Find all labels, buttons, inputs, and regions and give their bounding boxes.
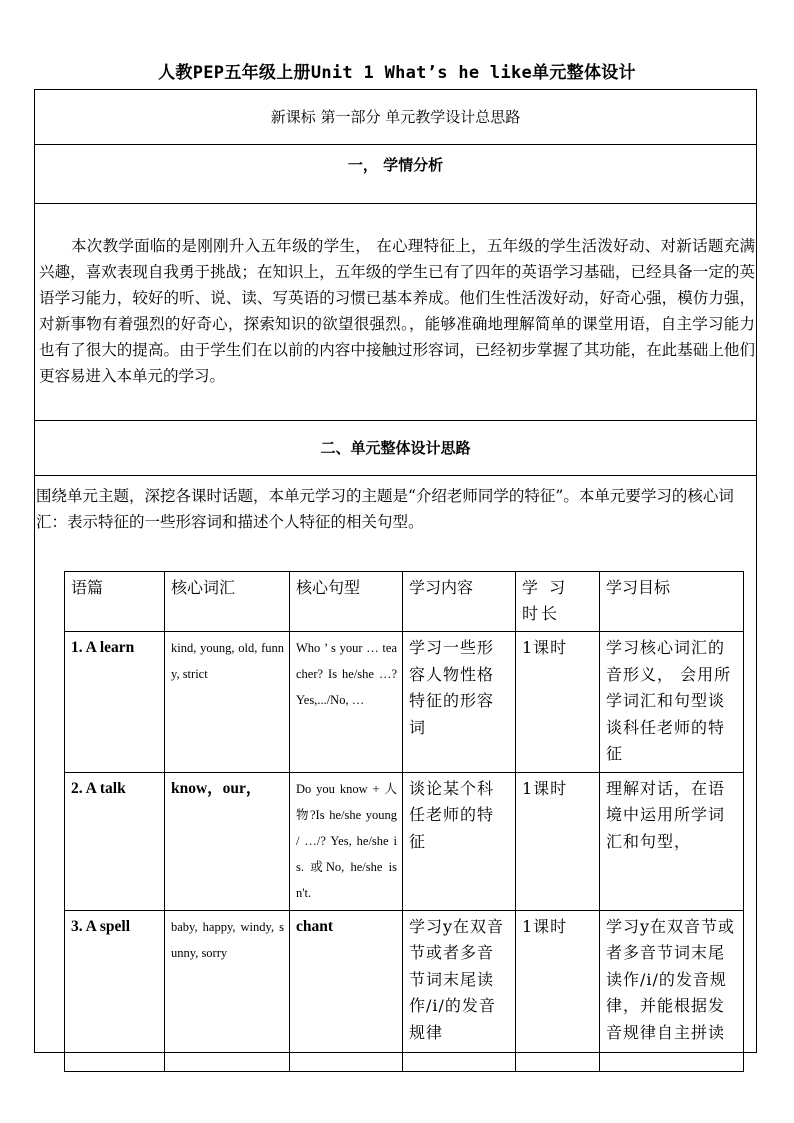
goal-cell: 理解对话，在语境中运用所学词汇和句型， bbox=[600, 772, 744, 910]
header-cell: 学 习 时长 bbox=[516, 572, 600, 632]
vocab-cell: kind, young, old, funny, strict bbox=[165, 632, 290, 773]
goal-cell: 学习核心词汇的音形义， 会用所学词汇和句型谈谈科任老师的特征 bbox=[600, 632, 744, 773]
lesson-cell: 2. A talk bbox=[65, 772, 165, 910]
section1-heading: 一， 学情分析 bbox=[347, 156, 444, 174]
pattern-cell: Who ’ s your … teacher? Is he/she …? Yes,.../No, … bbox=[290, 632, 403, 773]
content-cell: 谈论某个科任老师的特征 bbox=[403, 772, 516, 910]
section1-body: 本次教学面临的是刚刚升入五年级的学生， 在心理特征上，五年级的学生活泼好动、对新话题充满兴趣，喜欢表现自我勇于挑战；在知识上，五年级的学生已有了四年的英语学习基础，已经具备一定的英语学习能力，较好的听、说、读、写英语的习惯已基本养成。他们生性活泼好动，好奇心强，模仿力强，对新事物有着强烈的好奇心，探索知识的欲望很强烈。，能够准确地理解简单的课堂用语，自主学习能力也有了很大的提高。由于学生们在以前的内容中接触过形容词，已经初步掌握了其功能，在此基础上他们更容易进入本单元的学习。 bbox=[39, 237, 755, 385]
header-cell: 语篇 bbox=[65, 572, 165, 632]
divider bbox=[34, 144, 757, 145]
header-row: 新课标 第一部分 单元教学设计总思路 bbox=[270, 108, 521, 126]
divider bbox=[34, 475, 757, 476]
hours-cell: 1课时 bbox=[516, 910, 600, 1071]
vocab-cell: know，our， bbox=[165, 772, 290, 910]
section2-body: 围绕单元主题，深挖各课时话题，本单元学习的主题是“介绍老师同学的特征”。本单元要学习的核心词汇：表示特征的一些形容词和描述个人特征的相关句型。 bbox=[36, 487, 734, 531]
document-title: 人教PEP五年级上册Unit 1 What’s he like单元整体设计 bbox=[158, 63, 636, 83]
section2-heading: 二、单元整体设计思路 bbox=[320, 439, 471, 457]
pattern-cell: Do you know + 人物?Is he/she young / …/? Yes, he/she is. 或No, he/she isn't. bbox=[290, 772, 403, 910]
divider bbox=[34, 420, 757, 421]
vocab-cell: baby, happy, windy, sunny, sorry bbox=[165, 910, 290, 1071]
content-cell: 学习一些形容人物性格特征的形容词 bbox=[403, 632, 516, 773]
header-cell: 学习目标 bbox=[600, 572, 744, 632]
hours-cell: 1课时 bbox=[516, 632, 600, 773]
divider bbox=[34, 203, 757, 204]
table-row bbox=[65, 772, 744, 910]
hours-cell: 1课时 bbox=[516, 772, 600, 910]
header-cell: 核心句型 bbox=[290, 572, 403, 632]
content-cell: 学习y在双音节或者多音节词末尾读作/i/的发音规律 bbox=[403, 910, 516, 1071]
table-row bbox=[65, 632, 744, 773]
table-header-row bbox=[65, 572, 744, 632]
core-content-table bbox=[64, 571, 744, 1072]
header-cell: 核心词汇 bbox=[165, 572, 290, 632]
lesson-cell: 1. A learn bbox=[65, 632, 165, 773]
header-cell: 学习内容 bbox=[403, 572, 516, 632]
lesson-cell: 3. A spell bbox=[65, 910, 165, 1071]
table-row bbox=[65, 910, 744, 1071]
pattern-cell: chant bbox=[290, 910, 403, 1071]
goal-cell: 学习y在双音节或者多音节词末尾读作/i/的发音规律，并能根据发音规律自主拼读 bbox=[600, 910, 744, 1071]
